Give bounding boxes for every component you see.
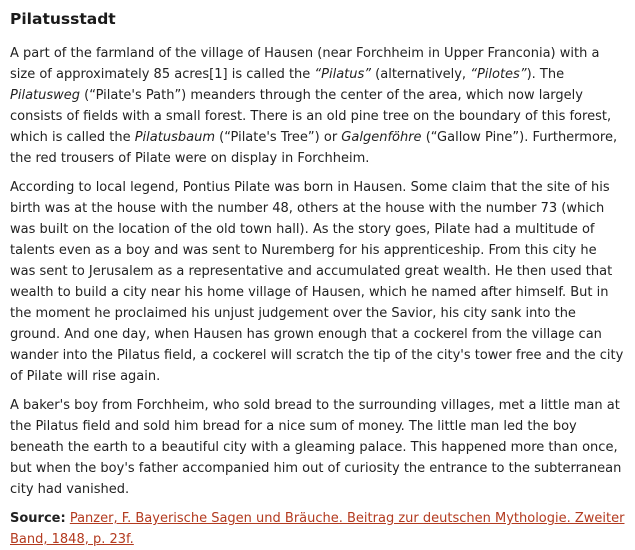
source-line [10, 508, 625, 550]
text-run: A part of the farmland of the village of Hausen (near Forchheim in Upper Franconia) with a size of approximately 85 acres[1] is called the [10, 46, 600, 82]
text-run: (“Pilate's Path”) meanders through the center of the area, which now largely consists of fields with a small forest. There is an old pine tree on the boundary of this forest, which is called the [10, 88, 612, 145]
italic-term: Galgenföhre [341, 130, 422, 145]
text-run: (“Gallow Pine”). Furthermore, the red trousers of Pilate were on display in Forchheim. [10, 130, 618, 166]
article-body [10, 43, 625, 500]
text-run: A baker's boy from Forchheim, who sold bread to the surrounding villages, met a little man at the Pilatus field and sold him bread for a nice sum of money. The little man led the boy beneath the earth to a beautiful city with a gleaming palace. This happened more than once, but when the boy's father accompanied him out of curiosity the entrance to the subterranean city had vanished. [10, 398, 622, 497]
italic-term: “Pilatus” [314, 67, 372, 82]
text-run: ). The [526, 67, 565, 82]
text-run: According to local legend, Pontius Pilate was born in Hausen. Some claim that the site of his birth was at the house with the number 48, others at the house with the number 73 (which was built on the location of the old town hall). As the story goes, Pilate had a multitude of talents even as a boy and was sent to Nuremberg for his apprenticeship. From this city he was sent to Jerusalem as a representative and accumulated great wealth. He then used that wealth to build a city near his home village of Hausen, which he named after himself. But in the moment he proclaimed his unjust judgement over the Savior, his city sank into the ground. And one day, when Hausen has grown enough that a cockerel from the village can wander into the Pilatus field, a cockerel will scratch the tip of the city's tower free and the city of Pilate will rise again. [10, 180, 624, 384]
italic-term: “Pilotes” [470, 67, 527, 82]
source-link[interactable]: Panzer, F. Bayerische Sagen und Bräuche. Beitrag zur deutschen Mythologie. Zweiter Band, 1848, p. 23f. [10, 511, 625, 547]
italic-term: Pilatusbaum [134, 130, 215, 145]
paragraph-1 [10, 43, 625, 169]
source-label: Source: [10, 511, 66, 526]
text-run: (“Pilate's Tree”) or [214, 130, 342, 145]
page-title: Pilatusstadt [10, 10, 116, 28]
paragraph-2 [10, 177, 625, 387]
text-run: (alternatively, [371, 67, 471, 82]
italic-term: Pilatusweg [10, 88, 81, 103]
paragraph-3 [10, 395, 625, 500]
